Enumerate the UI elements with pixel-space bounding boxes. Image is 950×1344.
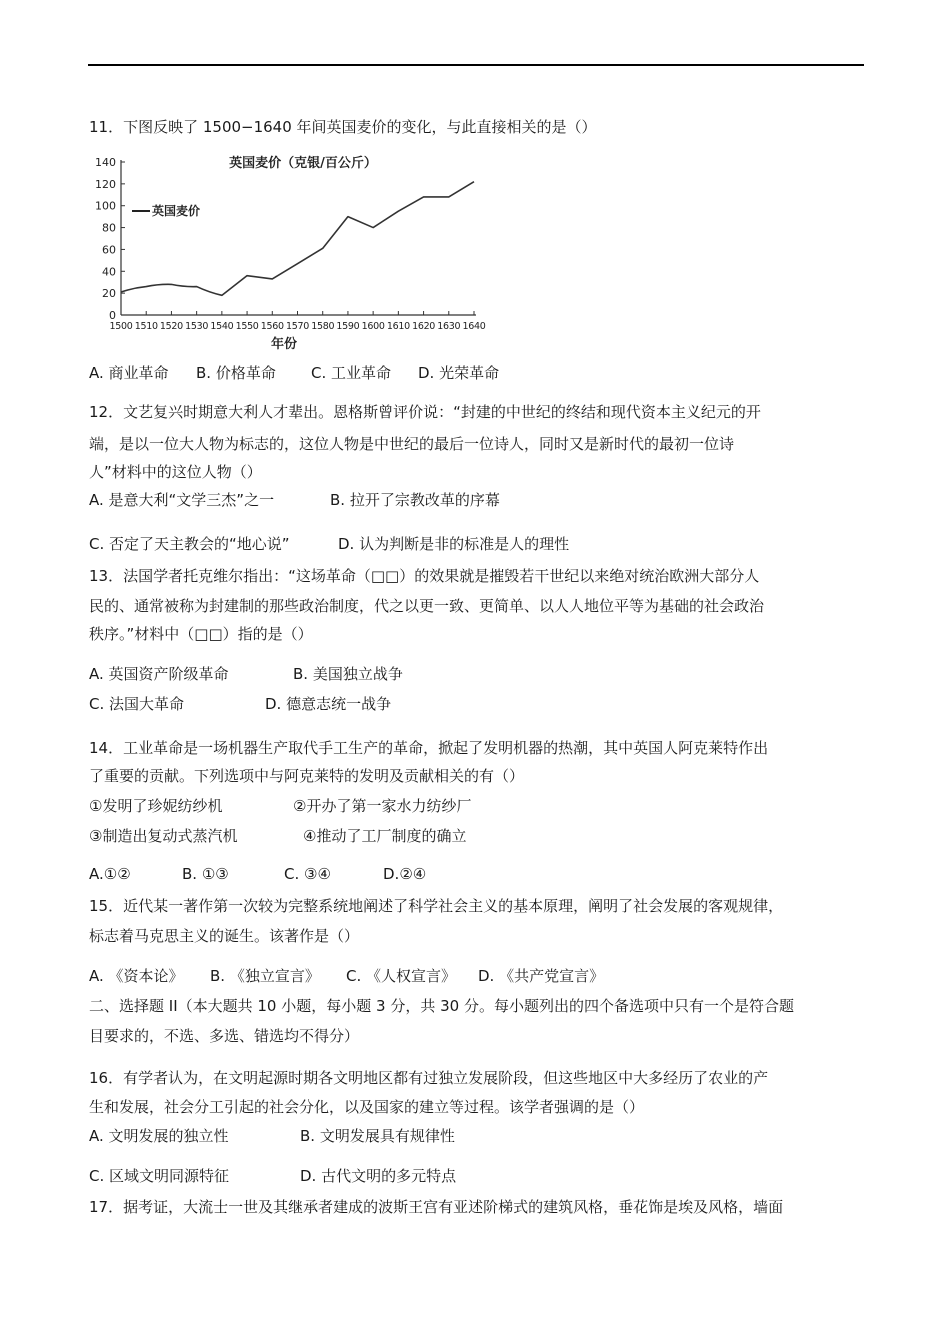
chart-title: 英国麦价（克银/百公斤） <box>229 156 377 171</box>
q11-option-b: B. 价格革命 <box>196 364 276 382</box>
q14-line-1: 14．工业革命是一场机器生产取代手工生产的革命，掀起了发明机器的热潮，其中英国人阿克莱特作出 <box>89 739 769 757</box>
q12-option-d: D. 认为判断是非的标准是人的理性 <box>338 535 570 553</box>
q15-line-2: 标志着马克思主义的诞生。该著作是（） <box>89 927 360 945</box>
chart-x-tick-label: 1530 <box>185 321 209 332</box>
q12-option-a: A. 是意大利“文学三杰”之一 <box>89 491 275 509</box>
q13-option-c: C. 法国大革命 <box>89 695 185 713</box>
header-rule <box>88 64 864 66</box>
chart-x-tick-label: 1640 <box>462 321 486 332</box>
chart-y-tick-label: 40 <box>102 265 116 279</box>
chart-y-tick-label: 80 <box>102 221 116 235</box>
q14-item-2: ②开办了第一家水力纺纱厂 <box>293 797 472 815</box>
wheat-price-chart <box>88 150 488 355</box>
chart-x-tick-label: 1560 <box>260 321 284 332</box>
chart-legend-label: 英国麦价 <box>152 204 201 218</box>
q14-option-b: B. ①③ <box>182 865 229 883</box>
q15-option-d: D. 《共产党宣言》 <box>478 967 605 985</box>
chart-x-tick-label: 1590 <box>336 321 360 332</box>
section2-line-2: 目要求的，不选、多选、错选均不得分） <box>89 1027 360 1045</box>
q16-option-c: C. 区域文明同源特征 <box>89 1167 230 1185</box>
chart-series <box>121 182 474 296</box>
q13-option-d: D. 德意志统一战争 <box>265 695 392 713</box>
chart-y-tick-label: 20 <box>102 287 116 301</box>
q13-line-2: 民的、通常被称为封建制的那些政治制度，代之以更一致、更简单、以人人地位平等为基础的社会政治 <box>89 597 765 615</box>
q15-option-b: B. 《独立宣言》 <box>210 967 320 985</box>
q15-option-a: A. 《资本论》 <box>89 967 184 985</box>
q11-option-d: D. 光荣革命 <box>418 364 500 382</box>
q12-option-b: B. 拉开了宗教改革的序幕 <box>330 491 500 509</box>
q11-option-c: C. 工业革命 <box>311 364 392 382</box>
q13-option-b: B. 美国独立战争 <box>293 665 403 683</box>
q12-line-1: 12．文艺复兴时期意大利人才辈出。恩格斯曾评价说：“封建的中世纪的终结和现代资本主义纪元的开 <box>89 403 761 421</box>
chart-x-tick-label: 1570 <box>286 321 309 332</box>
chart-x-tick-label: 1540 <box>210 321 234 332</box>
q13-line-1: 13．法国学者托克维尔指出：“这场革命（□□）的效果就是摧毁若干世纪以来绝对统治欧洲大部分人 <box>89 567 760 585</box>
chart-y-tick-label: 100 <box>95 199 116 213</box>
section2-line-1: 二、选择题 II（本大题共 10 小题，每小题 3 分，共 30 分。每小题列出的四个备选项中只有一个是符合题 <box>89 997 794 1015</box>
chart-x-tick-label: 1500 <box>109 321 133 332</box>
chart-y-tick-label: 0 <box>109 309 116 322</box>
q11-stem: 11．下图反映了 1500−1640 年间英国麦价的变化，与此直接相关的是（） <box>89 118 597 136</box>
q14-option-d: D.②④ <box>383 865 427 883</box>
chart-x-tick-label: 1620 <box>412 321 436 332</box>
chart-y-tick-label: 120 <box>95 177 116 191</box>
chart-x-tick-label: 1600 <box>361 321 385 332</box>
q16-option-d: D. 古代文明的多元特点 <box>300 1167 457 1185</box>
q16-option-a: A. 文明发展的独立性 <box>89 1127 229 1145</box>
q17-line-1: 17．据考证，大流士一世及其继承者建成的波斯王宫有亚述阶梯式的建筑风格，垂花饰是埃及风格，墙面 <box>89 1198 784 1216</box>
chart-x-tick-label: 1510 <box>134 321 158 332</box>
chart-x-tick-label: 1580 <box>311 321 335 332</box>
q13-option-a: A. 英国资产阶级革命 <box>89 665 229 683</box>
q14-option-a: A.①② <box>89 865 131 883</box>
chart-series-line <box>121 182 474 296</box>
chart-x-tick-label: 1520 <box>159 321 183 332</box>
chart-x-tick-label: 1610 <box>386 321 410 332</box>
q14-item-3: ③制造出复动式蒸汽机 <box>89 827 238 845</box>
q11-option-a: A. 商业革命 <box>89 364 169 382</box>
chart-axes <box>121 160 476 315</box>
q14-line-2: 了重要的贡献。下列选项中与阿克莱特的发明及贡献相关的有（） <box>89 767 525 785</box>
chart-y-tick-label: 60 <box>102 243 116 257</box>
q15-option-c: C. 《人权宣言》 <box>346 967 457 985</box>
chart-y-tick-label: 140 <box>95 156 116 169</box>
chart-x-tick-label: 1630 <box>437 321 461 332</box>
q15-line-1: 15．近代某一著作第一次较为完整系统地阐述了科学社会主义的基本原理，阐明了社会发展的客观规律， <box>89 897 784 915</box>
chart-x-tick-label: 1550 <box>235 321 259 332</box>
chart-ticks <box>95 156 486 332</box>
q14-item-1: ①发明了珍妮纺纱机 <box>89 797 223 815</box>
q16-line-1: 16．有学者认为，在文明起源时期各文明地区都有过独立发展阶段，但这些地区中大多经历了农业的产 <box>89 1069 769 1087</box>
q14-option-c: C. ③④ <box>284 865 331 883</box>
q12-line-2: 端，是以一位大人物为标志的，这位人物是中世纪的最后一位诗人，同时又是新时代的最初一位诗 <box>89 435 735 453</box>
q16-option-b: B. 文明发展具有规律性 <box>300 1127 455 1145</box>
chart-x-axis-label: 年份 <box>270 337 298 352</box>
q14-item-4: ④推动了工厂制度的确立 <box>303 827 467 845</box>
q16-line-2: 生和发展，社会分工引起的社会分化，以及国家的建立等过程。该学者强调的是（） <box>89 1098 645 1116</box>
q12-option-c: C. 否定了天主教会的“地心说” <box>89 535 290 553</box>
q13-line-3: 秩序。”材料中（□□）指的是（） <box>89 625 313 643</box>
q12-line-3: 人”材料中的这位人物（） <box>89 463 262 481</box>
